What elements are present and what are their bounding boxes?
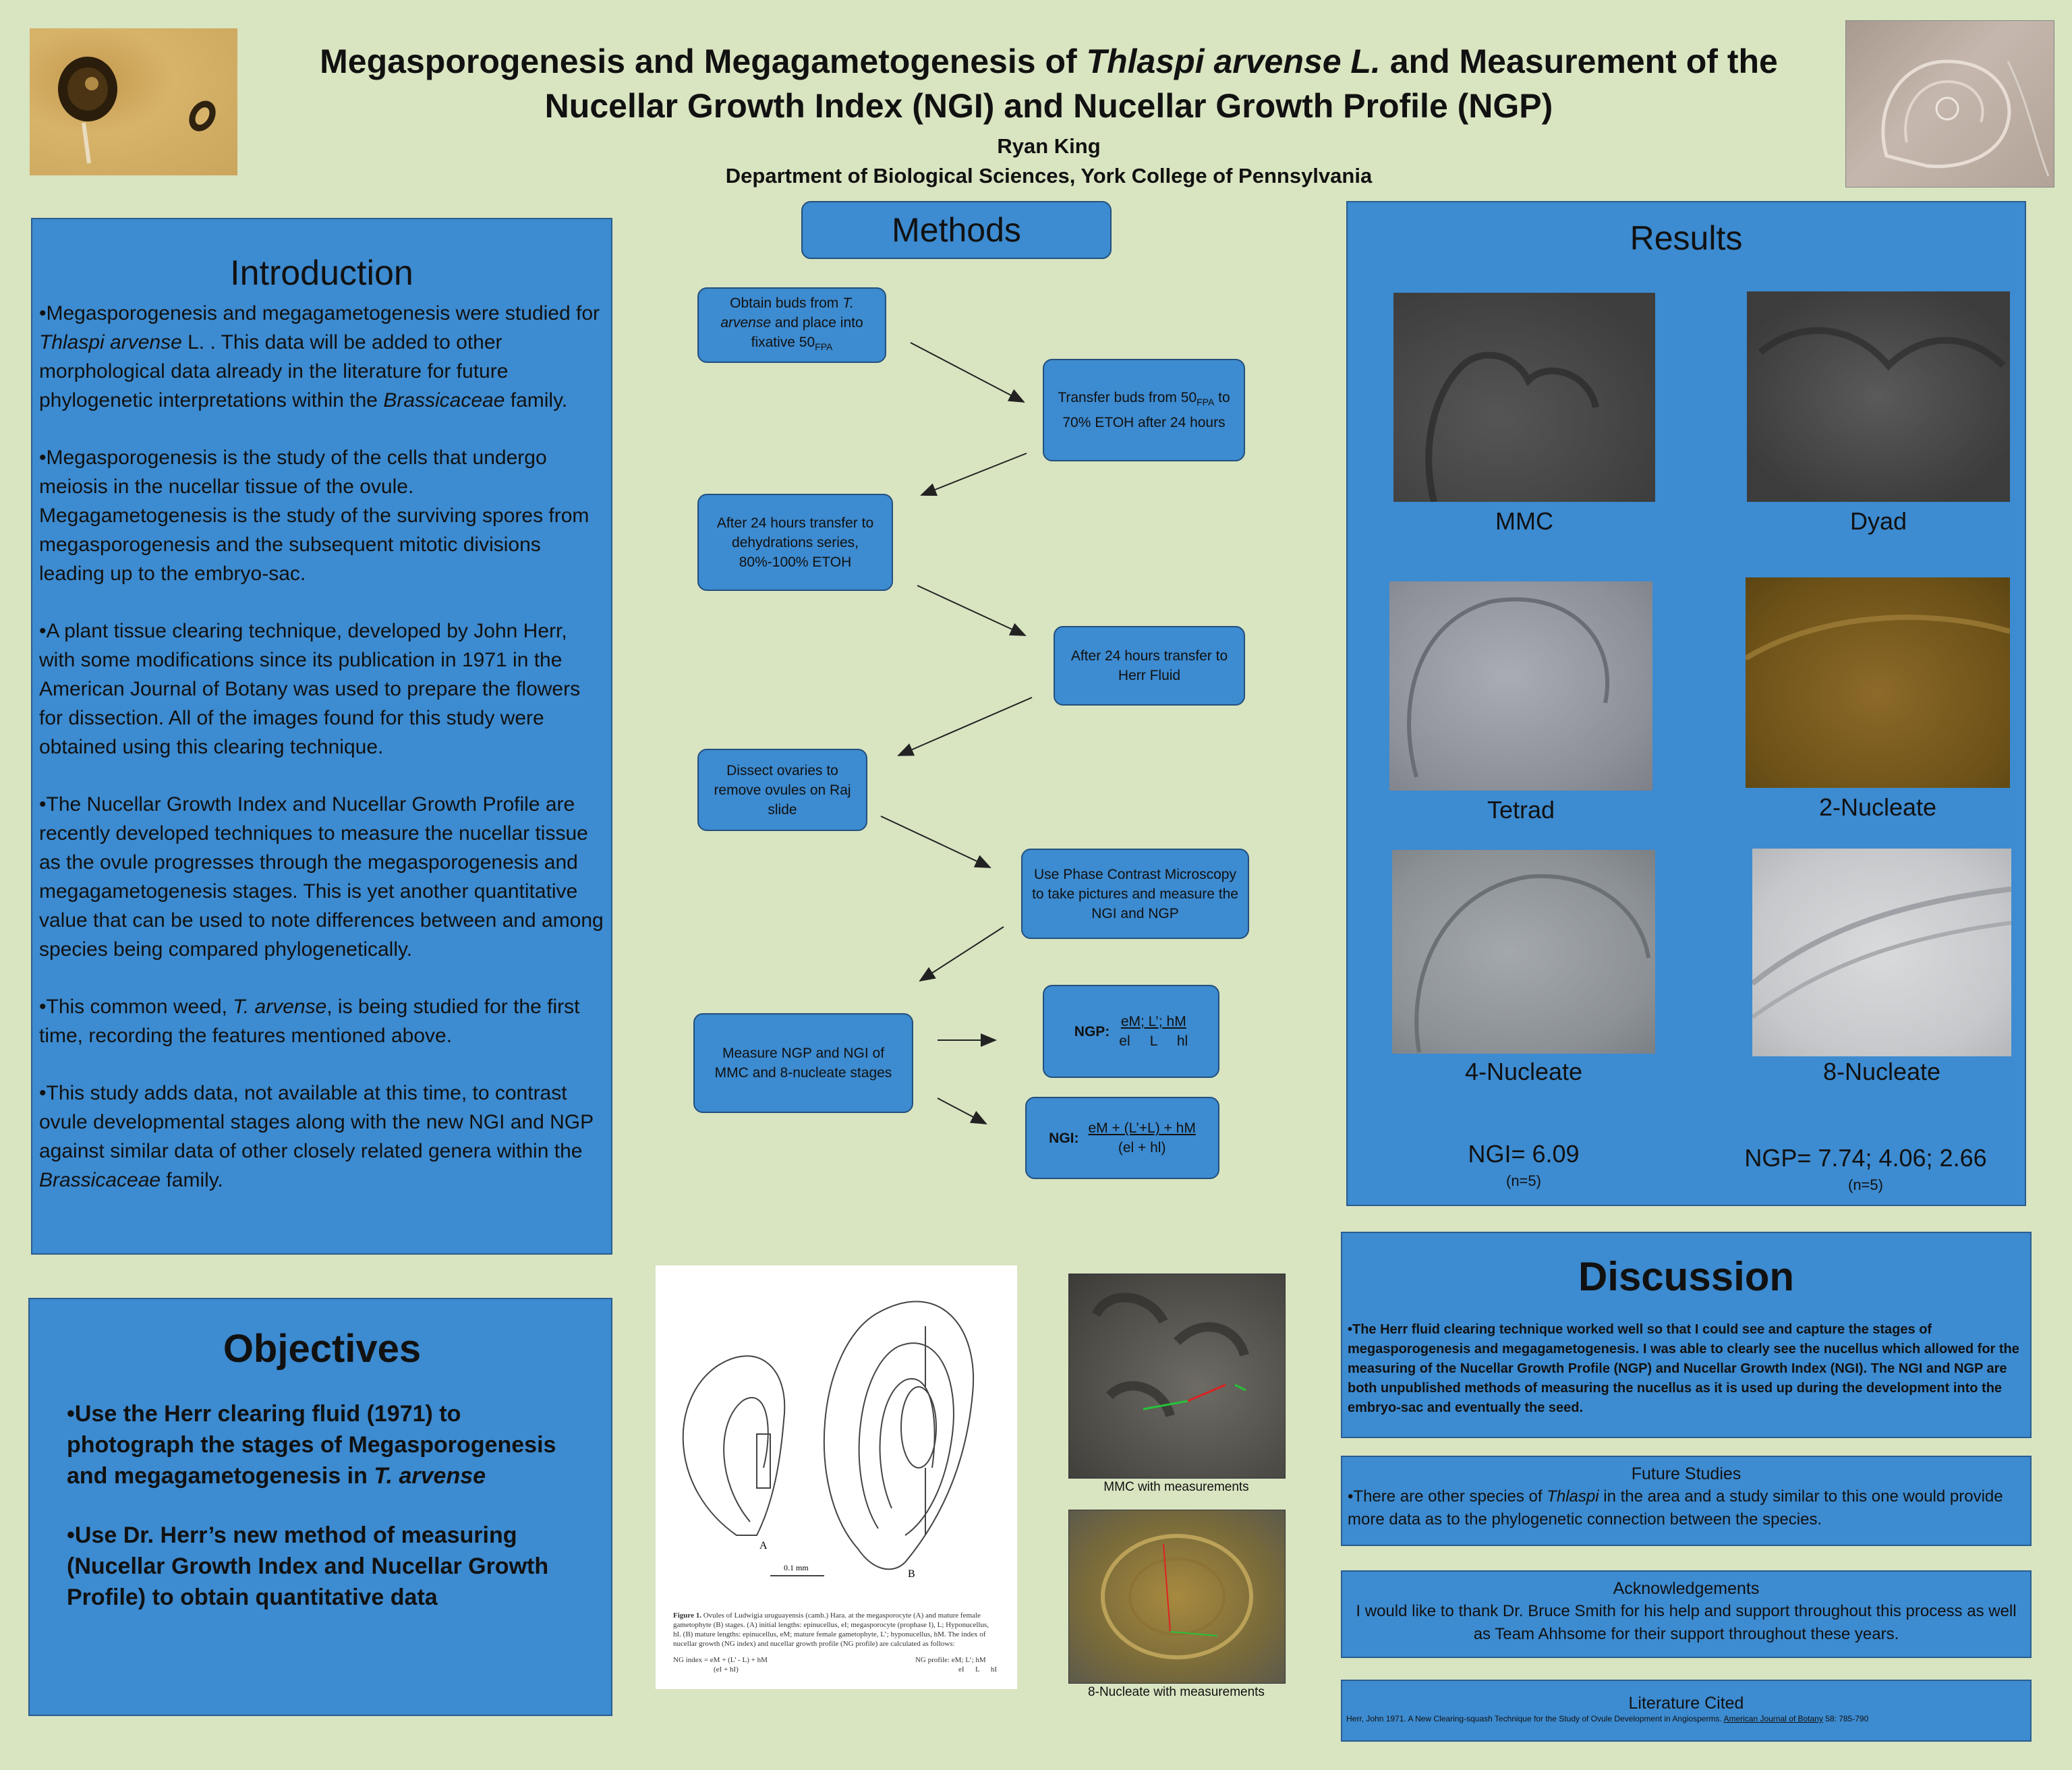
results-panel <box>1346 201 2026 1206</box>
intro-paragraph-1: •Megasporogenesis and megagametogenesis were studied for Thlaspi arvense L. . This data will be added to other morphological data already in the literature for future phylogenetic interpretations within the Brassicaceae family. <box>39 302 600 411</box>
arrow-1 <box>911 343 1024 402</box>
nucleate8-measurement-photo <box>1068 1510 1286 1684</box>
result-label-tetrad: Tetrad <box>1487 796 1555 824</box>
result-label-dyad: Dyad <box>1849 507 1907 535</box>
literature-text: Herr, John 1971. A New Clearing-squash Technique for the Study of Ovule Development in Angiosperms. American Journal of Botany 58: 785-790 <box>1346 1714 1869 1723</box>
intro-paragraph-5: •This common weed, T. arvense, is being studied for the first time, recording the features mentioned above. <box>39 996 580 1047</box>
discussion-text: •The Herr fluid clearing technique worked well so that I could see and capture the stages of megasporogenesis and megagametogenesis. I was able to clearly see the nucellus which allowed for the measuring of the Nucellar Growth Profile (NGP) and Nucellar Growth Index (NGI). The NGI and NGP are both unpublished methods of measuring the nucellus as it is used up during the development into the embryo-sac and eventually the seed. <box>1348 1322 2019 1415</box>
ovule-diagram-figure <box>656 1265 1017 1689</box>
acknowledgements-heading: Acknowledgements <box>1613 1579 1760 1598</box>
literature-heading: Literature Cited <box>1628 1694 1744 1713</box>
discussion-heading: Discussion <box>1578 1254 1795 1299</box>
arrow-6 <box>920 927 1004 981</box>
mmc-measurement-caption: MMC with measurements <box>1103 1480 1249 1494</box>
method-step-4: After 24 hours transfer to Herr Fluid <box>1054 626 1245 706</box>
result-label-2-nucleate: 2-Nucleate <box>1818 793 1937 821</box>
method-step-6: Use Phase Contrast Microscopy to take pictures and measure the NGI and NGP <box>1021 849 1249 939</box>
intro-paragraph-6: •This study adds data, not available at this time, to contrast ovule developmental stages along with the new NGI and NGP against similar data of other closely related genera within the Brassicaceae family. <box>39 1082 594 1191</box>
figure-label-b: B <box>908 1568 915 1580</box>
objectives-heading: Objectives <box>223 1327 422 1371</box>
intro-paragraph-2: •Megasporogenesis is the study of the cells that undergo meiosis in the nucellar tissue of the ovule. Megagametogenesis is the study of the surviving spores from megasporogenesis and the subsequent mitotic divisions leading up to the embryo-sac. <box>39 447 589 585</box>
intro-paragraph-3: •A plant tissue clearing technique, developed by John Herr, with some modifications since its publication in 1971 in the American Journal of Botany was used to prepare the flowers for dissection. All of the images found for this study were obtained using this clearing technique. <box>39 620 581 758</box>
literature-cited-panel <box>1341 1680 2032 1742</box>
nucleate8-measurement-caption: 8-Nucleate with measurements <box>1088 1685 1265 1699</box>
ngp-n: (n=5) <box>1848 1176 1883 1193</box>
author: Ryan King <box>997 134 1101 158</box>
discussion-panel <box>1341 1232 2032 1438</box>
figure-scale: 0.1 mm <box>784 1563 809 1572</box>
arrow-4 <box>898 697 1032 755</box>
methods-heading: Methods <box>892 210 1021 249</box>
result-label-mmc: MMC <box>1495 507 1553 535</box>
result-photo-mmc <box>1393 293 1655 502</box>
arrow-5 <box>881 816 990 867</box>
result-photo-dyad <box>1747 291 2010 502</box>
acknowledgements-panel <box>1341 1570 2032 1658</box>
figure-caption: Figure 1. Ovules of Ludwigia uruguayensis (camb.) Hara. at the megasporocyte (A) and mature female gametophyte (B) stages. (A) initial lengths: epinucellus, eI; megasporocyte (prophase I), L; Hyponucellus, hI. (B) mature lengths: epinucellus, eM; mature female gametophyte, L’; hyponucellus, hM. The index of nucellar growth (NG index) and nucellar growth profile (NG profile) are calculated as follows: NG index = eM + (L’ - L) + hM (eI + hI) NG profile: eM; L’; hM eI L hI <box>673 1611 997 1674</box>
method-step-1: Obtain buds from T. arvense and place into fixative $50_{FPA}$ <box>697 287 886 363</box>
poster-title: Megasporogenesis and Megagametogenesis of Thlaspi arvense L. and Measurement of the Nucellar Growth Index (NGI) and Nucellar Growth Profile (NGP) <box>320 42 1778 125</box>
result-label-8-nucleate: 8-Nucleate <box>1822 1058 1941 1085</box>
ngi-value: NGI= 6.09 <box>1468 1140 1580 1168</box>
future-studies-heading: Future Studies <box>1631 1464 1742 1483</box>
ngi-n: (n=5) <box>1506 1172 1541 1189</box>
result-photo-2-nucleate <box>1746 577 2010 788</box>
result-photo-8-nucleate <box>1752 849 2011 1056</box>
ngp-formula-box: NGP: eM; L’; hM el L hl <box>1043 985 1219 1078</box>
affiliation: Department of Biological Sciences, York College of Pennsylvania <box>725 164 1373 188</box>
ovule-line-drawing <box>656 1265 1017 1582</box>
acknowledgements-text: I would like to thank Dr. Bruce Smith for his help and support throughout this process as well as Team Ahhsome for their support throughout these years. <box>1356 1602 2017 1643</box>
method-step-3: After 24 hours transfer to dehydrations series, 80%-100% ETOH <box>697 494 893 591</box>
intro-paragraph-4: •The Nucellar Growth Index and Nucellar Growth Profile are recently developed techniques to measure the nucellar tissue as the ovule progresses through the megasporogenesis and megagametogenesis stages. This is yet another quantitative value that can be used to note differences between and among species being compared phylogenetically. <box>39 793 604 961</box>
arrow-8 <box>938 1098 986 1124</box>
ngi-formula-box: NGI: eM + (L’+L) + hM (el + hl) <box>1025 1097 1219 1179</box>
method-step-7: Measure NGP and NGI of MMC and 8-nucleate stages <box>693 1013 913 1113</box>
ngp-value: NGP= 7.74; 4.06; 2.66 <box>1744 1144 1987 1172</box>
introduction-heading: Introduction <box>230 254 413 293</box>
future-studies-panel <box>1341 1456 2032 1546</box>
mmc-measurement-photo <box>1068 1274 1286 1479</box>
objective-2: •Use Dr. Herr’s new method of measuring (Nucellar Growth Index and Nucellar Growth Profile) to obtain quantitative data <box>67 1522 549 1610</box>
result-photo-4-nucleate <box>1392 850 1655 1054</box>
future-studies-text: •There are other species of Thlaspi in the area and a study similar to this one would provide more data as to the phylogenetic connection between the species. <box>1348 1487 2003 1529</box>
objective-1: •Use the Herr clearing fluid (1971) to photograph the stages of Megasporogenesis and megagametogenesis in T. arvense <box>67 1401 556 1489</box>
result-photo-tetrad <box>1389 581 1652 791</box>
results-heading: Results <box>1630 219 1743 257</box>
method-step-2: Transfer buds from $50_{FPA}$ to 70% ETOH after 24 hours <box>1043 359 1245 461</box>
figure-label-a: A <box>759 1540 768 1551</box>
arrow-3 <box>917 586 1025 635</box>
arrow-2 <box>921 453 1027 495</box>
result-label-4-nucleate: 4-Nucleate <box>1464 1058 1583 1085</box>
method-step-5: Dissect ovaries to remove ovules on Raj slide <box>697 749 867 831</box>
